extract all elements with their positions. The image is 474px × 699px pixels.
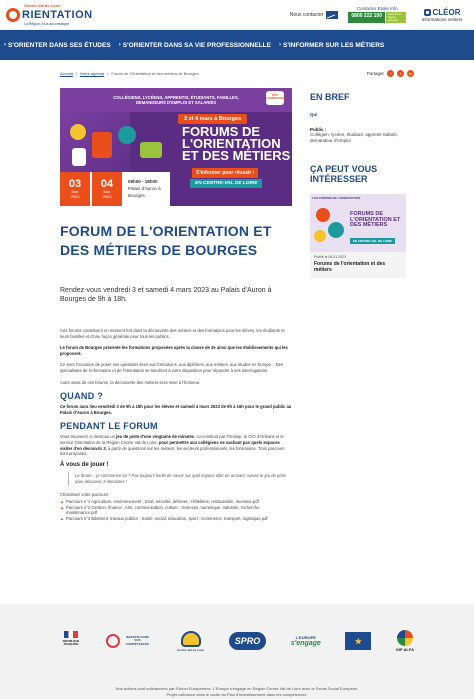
nav-vie-pro[interactable]: › S'ORIENTER DANS SA VIE PROFESSIONNELLE xyxy=(118,41,271,49)
nav-etudes[interactable]: › S'ORIENTER DANS SES ÉTUDES xyxy=(4,41,111,49)
linkedin-icon[interactable]: in xyxy=(408,71,413,76)
french-flag-icon xyxy=(64,631,78,638)
eu-flag-icon[interactable]: ★ xyxy=(345,632,371,650)
partner-logos xyxy=(60,630,414,652)
section-heading-pendant: PENDANT LE FORUM xyxy=(60,421,158,432)
sidebar-qui: Qui xyxy=(310,112,318,117)
file-link-2[interactable]: ▲ Parcours n°2 Gestion, finance ; Arts, communication, culture ; Sciences, numérique, industrie, recherche, maintenance.pdf xyxy=(60,504,261,516)
card-tag: LES FORUMS DE L'ORIENTATION xyxy=(312,196,361,200)
illustration-shape xyxy=(316,208,330,222)
breadcrumb-agenda[interactable]: Notre agenda xyxy=(80,71,105,76)
logo-tagline: La Région vous accompagne xyxy=(24,22,70,26)
event-banner xyxy=(60,88,292,206)
related-card-image xyxy=(310,194,406,252)
cleor-sub: Informations métiers xyxy=(421,16,463,22)
pendant-text: Vous trouverez ci-dessous un jeu de piste d'une vingtaine de minutes, co-construit par l'Onisep, le CIO d'Orléans et le service Orientation de la Région Centre Val de Loire, pour permettre aux collégiens ne sachant pas quels espaces visiter d'en découvrir 3, à partir de questions sur les métiers, les secteurs professionnels, les formations. Trois parcours sont proposés. xyxy=(60,434,285,457)
chevron-right-icon: › xyxy=(4,42,6,48)
date-day-1: 03 Mar 2023 xyxy=(60,172,90,206)
paragraph: Ces forums constituent un moment fort dans la découverte des métiers et des formations pour les élèves, les étudiants et leurs familles et d'une façon générale pour tous les publics. xyxy=(60,328,285,339)
breadcrumb-home[interactable]: Accueil xyxy=(60,71,73,76)
gip-alfa-icon xyxy=(397,630,413,646)
paragraph: Ce sera l'occasion de poser vos questions liées aux formations, aux diplômes, aux métiers, aux études en Europe... Des spécialistes de l'information et de l'orientation se tiendront à votre disposition pour répondre à vos interrogations. xyxy=(60,362,284,373)
card-image-bar: EN CENTRE-VAL DE LOIRE xyxy=(350,238,395,244)
banner-inform: S'informer pour réussir ! xyxy=(192,168,258,178)
pdf-icon: ▲ xyxy=(60,499,64,505)
banner-title: FORUMS DE L'ORIENTATION ET DES MÉTIERS xyxy=(182,124,291,163)
paragraph: Autre atout de ces forums, la découverte des métiers sera mise à l'honneur. xyxy=(60,379,201,385)
logo-o-icon xyxy=(6,8,20,22)
spro-logo[interactable]: SPRO xyxy=(229,632,267,650)
choose-label: Choisissez votre parcours : xyxy=(60,491,111,497)
fete-orientation-badge: FÊTE L'ORIENTATION xyxy=(266,91,284,105)
breadcrumb: Accueil / Notre agenda / Forum de l'Orientation et des métiers de Bourges xyxy=(60,71,199,76)
paragraph-bold: Le forum de Bourges présente les formations proposées après la classe de 3e ainsi que les établissements qui les proposent. xyxy=(60,345,288,356)
banner-date-pill: 3 et 4 mars à Bourges xyxy=(178,114,247,124)
breadcrumb-row xyxy=(60,70,414,77)
pdf-icon: ▲ xyxy=(60,515,64,521)
nav-metiers[interactable]: › S'INFORMER SUR LES MÉTIERS xyxy=(279,41,385,49)
facebook-icon[interactable]: f xyxy=(387,70,394,77)
section-heading-quand: QUAND ? xyxy=(60,391,104,402)
quote-block: Le forum... je commence où ? Pas toujours facile de savoir sur quel espace aller en arrivant, suivez le jeu de piste pour découvrir 3 domaines ! xyxy=(68,472,292,485)
twitter-icon[interactable]: t xyxy=(397,70,404,77)
sidebar-heading-bref: EN BREF xyxy=(310,92,350,102)
breadcrumb-current: Forum de l'Orientation et des métiers de Bourges xyxy=(111,71,199,76)
illustration-shape xyxy=(314,230,326,242)
date-day-2: 04 Mar 2023 xyxy=(92,172,122,206)
banner-audience: COLLÉGIENS, LYCÉENS, APPRENTIS, ÉTUDIANTS, FAMILLES, DEMANDEURS D'EMPLOI ET SALARIÉS xyxy=(60,88,292,112)
competences-logo[interactable]: INVESTIR DANS VOS COMPÉTENCES xyxy=(106,634,152,648)
region-shield-icon xyxy=(181,631,201,647)
sidebar-public-label: Public : xyxy=(310,127,327,132)
banner-region: EN CENTRE-VAL DE LOIRE xyxy=(190,179,262,188)
illustration-shape xyxy=(70,124,86,140)
file-link-1[interactable]: ▲ Parcours n°1 Agriculture, environnement ; Droit, sécurité, défense ; Hôtellerie, restauration, tourisme.pdf xyxy=(60,499,259,505)
file-link-3[interactable]: ▲ Parcours n°3 Bâtiment, travaux publics ; Santé, social, éducation, sport ; Commerce, transport, logistique.pdf xyxy=(60,515,268,521)
chevron-right-icon: › xyxy=(279,42,281,48)
page-lead: Rendez-vous vendredi 3 et samedi 4 mars 2023 au Palais d'Auron à Bourges de 9h à 18h. xyxy=(60,287,272,303)
cleor-icon xyxy=(424,9,431,16)
site-header xyxy=(0,0,474,30)
page-title: FORUM DE L'ORIENTATION ET DES MÉTIERS DE BOURGES xyxy=(60,223,272,258)
main-nav xyxy=(0,30,474,60)
site-footer xyxy=(0,604,474,699)
card-date: Publié le 06.01.2023 xyxy=(314,255,346,259)
card-title: Forums de l'orientation et des métiers xyxy=(314,261,386,273)
share-bar xyxy=(367,70,414,77)
illustration-shape xyxy=(72,148,86,166)
pdf-icon: ▲ xyxy=(60,504,64,510)
illustration-shape xyxy=(92,132,112,158)
logo-region: Centre-Val de Loire xyxy=(24,3,61,8)
share-label: Partager xyxy=(366,71,384,76)
contact-link-label: Nous contacter xyxy=(289,11,324,18)
phone-note: Service & appel gratuits xyxy=(386,12,406,23)
cleor-link[interactable] xyxy=(416,8,468,22)
contact-link[interactable] xyxy=(290,11,339,19)
orientation-logo[interactable] xyxy=(6,3,106,26)
card-image-title: FORUMS DE L'ORIENTATION ET DES MÉTIERS xyxy=(350,211,401,228)
banner-hours-place: 09h00 - 18h00 Palais d'Auron à Bourges xyxy=(128,179,161,198)
envelope-icon xyxy=(326,11,338,19)
republique-francaise-logo[interactable]: RÉPUBLIQUE FRANÇAISE xyxy=(60,631,82,651)
quand-text: Ce forum aura lieu vendredi 3 de 9h à 18h pour les élèves et samedi 4 mars 2023 de 9h à 16h pour le grand public au Palais d'Auron à Bourges. xyxy=(60,404,292,415)
illustration-shape xyxy=(118,126,136,144)
phone-number: 0800 222 100 xyxy=(348,12,385,23)
sidebar-public-value: Collégien, lycéen, étudiant, apprenti Salarié, demandeur d'emploi xyxy=(310,132,399,143)
cleor-brand: CLÉOR xyxy=(432,7,461,17)
chevron-right-icon: › xyxy=(118,42,121,48)
related-card[interactable] xyxy=(310,194,406,278)
footer-note: Nos actions sont cofinancées par l'Union Européenne. L'Europe s'engage en Région Centre-Val de Loire avec le Fonds Social Européen. Projet cofinancé dans le cadre du Plan d'investissement dans les compétences. xyxy=(115,686,359,697)
region-cvl-logo[interactable]: Centre-Val de Loire xyxy=(177,631,204,652)
section-heading-jouer: À vous de jouer ! xyxy=(60,461,109,468)
logo-word: RIENTATION xyxy=(22,9,93,21)
banner-dates xyxy=(60,172,170,206)
etoile-info-contact[interactable] xyxy=(348,6,406,23)
gip-alfa-logo[interactable]: GIP ALFA xyxy=(396,630,414,652)
sidebar xyxy=(310,92,406,278)
article-body xyxy=(60,328,292,521)
europe-s-engage-logo[interactable]: L'EUROPE s'engage xyxy=(290,635,321,647)
illustration-shape xyxy=(328,222,344,238)
etoile-info-label: Contacter Etoile Info xyxy=(356,6,398,11)
sidebar-heading-interest: ÇA PEUT VOUS INTÉRESSER xyxy=(310,164,378,184)
competences-circle-icon xyxy=(106,634,120,648)
illustration-shape xyxy=(140,142,162,158)
